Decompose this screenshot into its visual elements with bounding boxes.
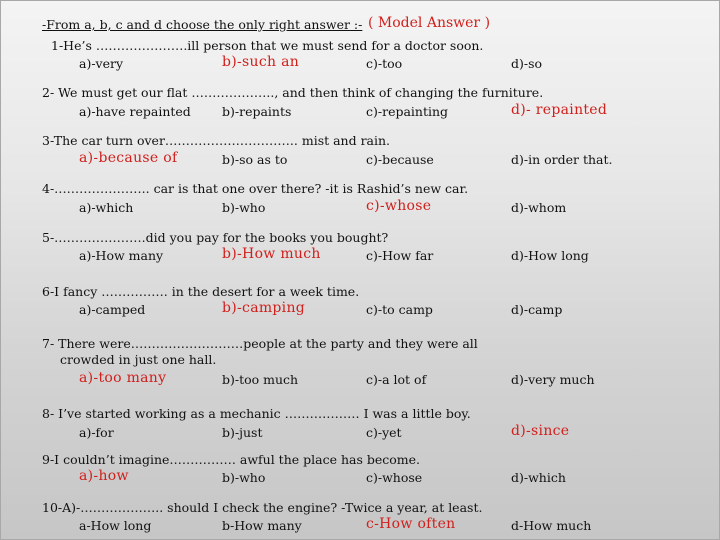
- q2-option-a: a)-have repainted: [79, 104, 191, 119]
- q10-option-b: b-How many: [222, 518, 302, 533]
- model-answer-title: ( Model Answer ): [368, 15, 491, 31]
- question-6-stem: 6-I fancy ……………. in the desert for a week time.: [42, 284, 360, 299]
- q7-option-b: b)-too much: [222, 372, 299, 387]
- q9-option-c: c)-whose: [366, 470, 423, 485]
- q9-option-d: d)-which: [511, 470, 566, 485]
- q5-option-d: d)-How long: [511, 248, 589, 263]
- q7-option-a-answer: a)-too many: [79, 370, 167, 386]
- q2-option-c: c)-repainting: [366, 104, 449, 119]
- q6-option-c: c)-to camp: [366, 302, 433, 317]
- instruction-text: -From a, b, c and d choose the only right answer :-: [42, 17, 363, 32]
- question-1-stem: 1-He’s ………………….ill person that we must send for a doctor soon.: [51, 38, 484, 53]
- q5-option-c: c)-How far: [366, 248, 434, 263]
- q1-option-b-answer: b)-such an: [222, 54, 300, 70]
- question-8-stem: 8- I’ve started working as a mechanic ……………… I was a little boy.: [42, 406, 471, 421]
- q4-option-a: a)-which: [79, 200, 134, 215]
- question-10-stem: 10-A)-……………….. should I check the engine? -Twice a year, at least.: [42, 500, 483, 515]
- question-9-stem: 9-I couldn’t imagine……………. awful the place has become.: [42, 452, 420, 467]
- q6-option-d: d)-camp: [511, 302, 563, 317]
- q3-option-d: d)-in order that.: [511, 152, 613, 167]
- q4-option-b: b)-who: [222, 200, 266, 215]
- q4-option-d: d)-whom: [511, 200, 567, 215]
- q8-option-a: a)-for: [79, 425, 114, 440]
- q2-option-b: b)-repaints: [222, 104, 292, 119]
- q8-option-d-answer: d)-since: [511, 423, 570, 439]
- q9-option-b: b)-who: [222, 470, 266, 485]
- q7-option-c: c)-a lot of: [366, 372, 427, 387]
- q10-option-a: a-How long: [79, 518, 152, 533]
- q6-option-a: a)-camped: [79, 302, 146, 317]
- q9-option-a-answer: a)-how: [79, 468, 129, 484]
- q3-option-c: c)-because: [366, 152, 434, 167]
- q4-option-c-answer: c)-whose: [366, 198, 432, 214]
- q10-option-d: d-How much: [511, 518, 592, 533]
- q5-option-a: a)-How many: [79, 248, 164, 263]
- q1-option-d: d)-so: [511, 56, 543, 71]
- q3-option-b: b)-so as to: [222, 152, 288, 167]
- question-4-stem: 4-………………….. car is that one over there? -it is Rashid’s new car.: [42, 181, 469, 196]
- q6-option-b-answer: b)-camping: [222, 300, 306, 316]
- question-7-stem: 7- There were………………………people at the party and they were all: [42, 336, 478, 351]
- question-3-stem: 3-The car turn over………………………….. mist and rain.: [42, 133, 391, 148]
- q10-option-c-answer: c-How often: [366, 516, 456, 532]
- q8-option-c: c)-yet: [366, 425, 402, 440]
- q3-option-a-answer: a)-because of: [79, 150, 178, 166]
- question-5-stem: 5-………………….did you pay for the books you bought?: [42, 230, 389, 245]
- q2-option-d-answer: d)- repainted: [511, 102, 608, 118]
- q1-option-c: c)-too: [366, 56, 403, 71]
- q8-option-b: b)-just: [222, 425, 263, 440]
- question-2-stem: 2- We must get our flat ……………….., and then think of changing the furniture.: [42, 85, 544, 100]
- q1-option-a: a)-very: [79, 56, 124, 71]
- q5-option-b-answer: b)-How much: [222, 246, 321, 262]
- question-7-stem-continued: crowded in just one hall.: [60, 352, 217, 367]
- q7-option-d: d)-very much: [511, 372, 595, 387]
